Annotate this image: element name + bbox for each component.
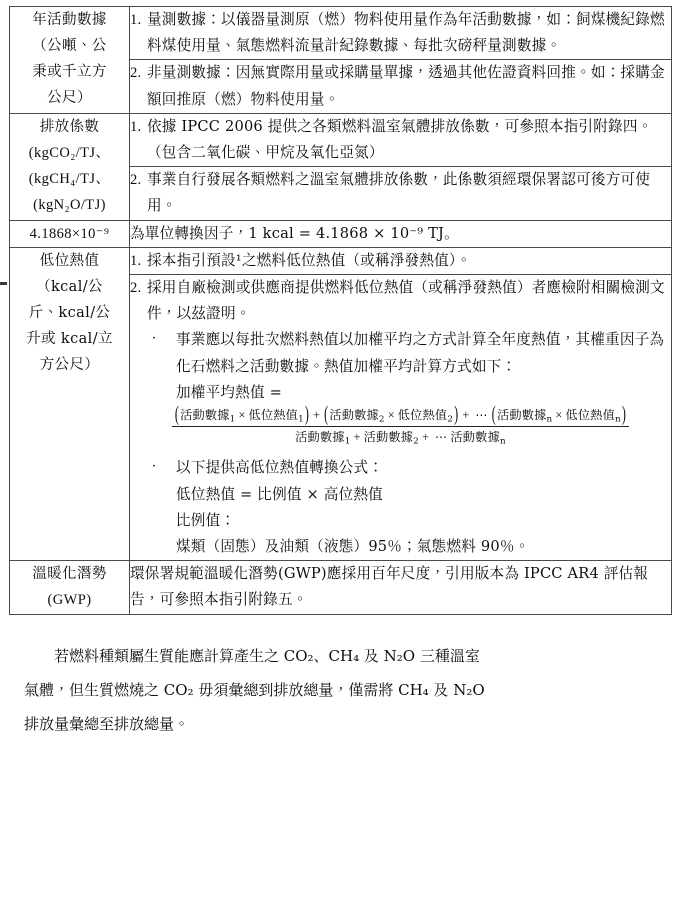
spacer (130, 448, 671, 455)
fraction-denominator (172, 427, 629, 447)
closing-line-3: 排放量彙總至排放總量。 (24, 714, 190, 733)
parameter-table (9, 6, 672, 615)
item-number: 2. (130, 65, 142, 82)
term-subscript: 1 (344, 436, 351, 447)
row-label-activity-data (10, 7, 130, 114)
paren-open-icon: ( (324, 401, 329, 426)
paren-close-icon: ) (454, 401, 459, 426)
item-number: 1. (130, 252, 142, 269)
numbered-item (130, 7, 671, 59)
item-number: 1. (130, 118, 142, 135)
table-row-gwp (10, 561, 672, 614)
label-line: (kgN₂O/TJ) (33, 196, 106, 213)
multiply-icon: × (555, 408, 563, 423)
cell-conversion-factor-body (130, 220, 672, 247)
closing-line-1: 若燃料種類屬生質能應計算產生之 CO₂、CH₄ 及 N₂O 三種溫室 (54, 646, 480, 665)
label-line: 秉或千立方 (32, 64, 107, 80)
item-number: 1. (130, 12, 142, 28)
closing-line-2: 氣體，但生質燃燒之 CO₂ 毋須彙總到排放總量，僅需將 CH₄ 及 N₂O (24, 680, 485, 699)
numbered-item (130, 275, 671, 327)
bullet-dot-icon: · (152, 459, 157, 475)
ellipsis-icon: ⋯ (475, 408, 488, 423)
cell-activity-data-item-2 (130, 60, 672, 113)
item-text: 依據 IPCC 2006 提供之各類燃料溫室氣體排放係數，可參照本指引附錄四。（包含二氧化碳、甲烷及氧化亞氮） (147, 117, 653, 162)
formula-intro-line (130, 380, 671, 406)
plus-icon: + (353, 429, 361, 444)
table-row-conversion-factor (10, 220, 672, 247)
term-activity: 活動數據 (496, 408, 547, 423)
label-line: 4.1868×10⁻⁹ (29, 225, 110, 242)
ellipsis-icon: ⋯ (435, 429, 448, 444)
label-line: 排放係數 (39, 118, 100, 135)
item-number: 2. (130, 280, 142, 297)
plus-icon: + (421, 429, 430, 444)
term-subscript: 1 (298, 414, 304, 425)
cell-emission-factor-item-2 (130, 167, 672, 220)
table-row-activity-data-1 (10, 7, 672, 60)
numbered-item (130, 167, 671, 219)
paren-open-icon: ( (491, 401, 496, 426)
table-row-emission-factor-1 (10, 113, 672, 166)
cell-emission-factor-item-1 (130, 113, 672, 166)
row-label-emission-factor (10, 113, 130, 220)
label-line: 公尺） (47, 90, 92, 106)
term-hv: 低位熱值 (397, 408, 448, 423)
term-activity: 活動數據 (450, 429, 500, 444)
label-line: (kgCH₄/TJ、 (28, 170, 111, 187)
bullet-item-hhv-conversion (130, 455, 671, 481)
table-row-lhv-1 (10, 247, 672, 274)
document-page (0, 6, 680, 911)
item-text: 採用自廠檢測或供應商提供燃料低位熱值（或稱淨發熱值）者應檢附相關檢測文件，以茲證明。 (147, 279, 665, 323)
label-line: 斤、kcal/公 (28, 304, 111, 321)
ratio-label-line: 比例值： (176, 511, 236, 529)
label-line: （kcal/公 (36, 278, 103, 295)
label-line: 方公尺） (39, 356, 100, 373)
term-hv: 低位熱值 (565, 408, 616, 423)
bullet-text: 事業應以每批次燃料熱值以加權平均之方式計算全年度熱值，其權重因子為化石燃料之活動數據。熱值加權平均計算方式如下： (176, 331, 665, 375)
item-number: 2. (130, 172, 142, 189)
row-label-gwp (10, 561, 130, 614)
bullet-text: 以下提供高低位熱值轉換公式： (176, 459, 384, 477)
label-line: (kgCO₂/TJ、 (28, 144, 111, 161)
term-subscript: 2 (447, 414, 454, 425)
label-line: (GWP) (47, 592, 92, 609)
bullet-item-weighted-average (130, 327, 671, 379)
plus-icon: + (313, 408, 321, 423)
term-activity: 活動數據 (363, 429, 414, 444)
term-activity: 活動數據 (295, 429, 345, 444)
bullet-dot-icon: · (152, 331, 157, 347)
term-activity: 活動數據 (329, 408, 379, 423)
paren-close-icon: ) (621, 401, 627, 426)
cell-lhv-item-2 (130, 275, 672, 561)
closing-paragraph (0, 639, 680, 741)
item-text: 事業自行發展各類燃料之溫室氣體排放係數，此係數須經環保署認可後方可使用。 (147, 171, 650, 215)
paren-open-icon: ( (174, 401, 180, 426)
numbered-item (130, 60, 671, 112)
weighted-average-formula (130, 401, 671, 447)
numbered-item (130, 248, 671, 274)
cell-lhv-item-1 (130, 247, 672, 274)
label-line: 低位熱值 (39, 252, 100, 269)
multiply-icon: × (238, 408, 246, 423)
item-text: 採本指引預設¹之燃料低位熱值（或稱淨發熱值）。 (147, 251, 472, 269)
term-activity: 活動數據 (180, 408, 230, 423)
term-subscript: 2 (413, 436, 419, 447)
formula-intro-text: 加權平均熱值 = (176, 383, 283, 401)
label-line: 溫暖化潛勢 (32, 566, 107, 583)
conversion-equation-line: 低位熱值 = 比例值 × 高位熱值 (176, 485, 383, 503)
cell-activity-data-item-1 (130, 7, 672, 60)
cell-gwp-body (130, 561, 672, 614)
label-line: （公噸、公 (32, 38, 107, 54)
label-line: 升或 kcal/立 (26, 330, 113, 347)
term-subscript: 1 (229, 414, 236, 425)
paren-close-icon: ) (304, 401, 310, 426)
row-label-conversion-factor (10, 220, 130, 247)
cell-text: 環保署規範溫暖化潛勢(GWP)應採用百年尺度，引用版本為 IPCC AR4 評估報告，可參照本指引附錄五。 (130, 565, 649, 609)
ratio-values-line: 煤類（固態）及油類（液態）95％；氣態燃料 90％。 (176, 538, 530, 556)
plus-icon: + (462, 408, 470, 423)
label-line: 年活動數據 (32, 12, 107, 28)
item-text: 非量測數據：因無實際用量或採購量單據，透過其他佐證資料回推。如：採購金額回推原（燃）物料使用量。 (147, 64, 665, 108)
fraction-numerator (172, 401, 629, 427)
cell-text: 為單位轉換因子，1 kcal = 4.1868 × 10⁻⁹ TJ。 (130, 224, 459, 242)
item-text: 量測數據：以儀器量測原（燃）物料使用量作為年活動數據，如：飼煤機紀錄燃料煤使用量、氣態燃料流量計紀錄數據、每批次磅秤量測數據。 (147, 11, 665, 55)
term-subscript: 2 (378, 414, 385, 425)
row-label-lower-heating-value (10, 247, 130, 560)
numbered-item (130, 114, 671, 166)
term-hv: 低位熱值 (248, 408, 299, 423)
term-subscript: n (499, 436, 506, 447)
fraction (172, 401, 629, 447)
term-subscript: n (546, 414, 553, 425)
page-edge-artifact (0, 282, 7, 285)
multiply-icon: × (387, 408, 395, 423)
term-subscript: n (615, 414, 621, 425)
